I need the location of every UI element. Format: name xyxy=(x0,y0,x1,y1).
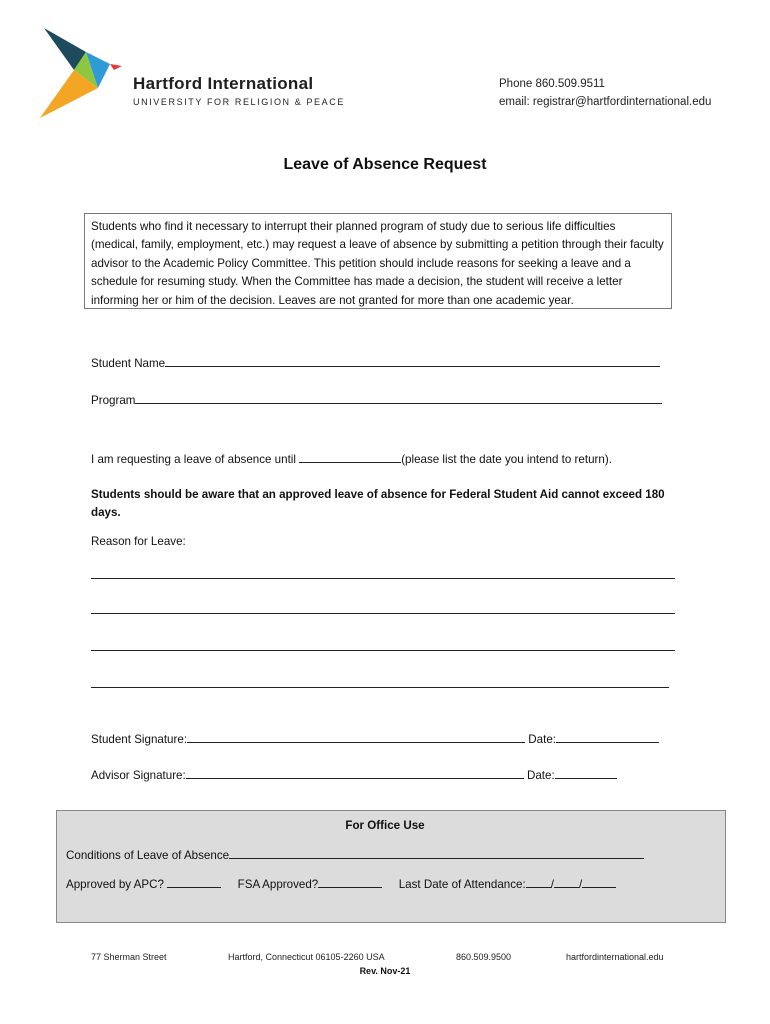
advisor-signature-label: Advisor Signature: xyxy=(91,769,186,782)
approved-apc-field[interactable] xyxy=(167,876,221,888)
advisor-date-label: Date: xyxy=(526,769,555,782)
reason-line-2[interactable] xyxy=(91,613,675,614)
student-signature-field[interactable] xyxy=(187,731,525,743)
program-row xyxy=(91,392,671,407)
contact-info xyxy=(499,75,711,111)
last-date-month-field[interactable] xyxy=(526,876,551,888)
student-date-label: Date: xyxy=(528,733,556,746)
footer-city: Hartford, Connecticut 06105-2260 USA xyxy=(228,952,385,962)
advisor-signature-row xyxy=(91,767,681,782)
program-field[interactable] xyxy=(135,392,662,404)
footer-website[interactable]: hartfordinternational.edu xyxy=(566,952,664,962)
conditions-row xyxy=(66,847,666,862)
fsa-approved-label: FSA Approved? xyxy=(237,878,319,891)
student-signature-label: Student Signature: xyxy=(91,733,188,746)
last-date-day-field[interactable] xyxy=(554,876,579,888)
contact-phone: Phone 860.509.9511 xyxy=(499,78,605,90)
student-date-field[interactable] xyxy=(556,731,659,743)
office-approvals-row xyxy=(66,876,706,891)
intro-text-box xyxy=(84,213,672,309)
university-name: Hartford International xyxy=(133,74,314,93)
date-slash-2: / xyxy=(578,878,583,891)
approved-apc-label: Approved by APC? xyxy=(66,878,164,891)
leave-until-prefix: I am requesting a leave of absence until xyxy=(91,453,296,466)
office-use-title: For Office Use xyxy=(345,819,425,832)
student-signature-row xyxy=(91,731,681,746)
footer-street: 77 Sherman Street xyxy=(91,952,167,962)
leave-until-row xyxy=(91,451,671,466)
student-name-label: Student Name xyxy=(91,357,166,370)
reason-line-1[interactable] xyxy=(91,578,675,579)
page-title: Leave of Absence Request xyxy=(283,156,487,173)
date-slash-1: / xyxy=(550,878,554,891)
return-date-field[interactable] xyxy=(299,451,401,463)
reason-line-3[interactable] xyxy=(91,650,675,651)
student-name-field[interactable] xyxy=(165,355,660,367)
revision-label: Rev. Nov-21 xyxy=(359,966,411,976)
reason-label: Reason for Leave: xyxy=(91,535,186,548)
federal-aid-note: Students should be aware that an approved leave of absence for Federal Student Aid cannot exceed 180 days. xyxy=(91,488,665,519)
conditions-field[interactable] xyxy=(229,847,644,859)
hartford-logo-bird-icon xyxy=(38,26,128,121)
advisor-date-field[interactable] xyxy=(555,767,617,779)
leave-until-suffix: (please list the date you intend to return). xyxy=(401,453,612,466)
footer-phone: 860.509.9500 xyxy=(456,952,512,962)
last-date-label: Last Date of Attendance: xyxy=(398,878,526,891)
conditions-label: Conditions of Leave of Absence xyxy=(66,849,230,862)
student-name-row xyxy=(91,355,671,370)
fsa-approved-field[interactable] xyxy=(318,876,382,888)
university-subtitle: UNIVERSITY FOR RELIGION & PEACE xyxy=(133,97,345,107)
last-date-year-field[interactable] xyxy=(582,876,616,888)
reason-line-4[interactable] xyxy=(91,687,669,688)
contact-email: email: registrar@hartfordinternational.edu xyxy=(499,96,712,108)
program-label: Program xyxy=(91,394,136,407)
intro-text: Students who find it necessary to interrupt their planned program of study due to serious life difficulties (medical, family, employment, etc.) may request a leave of absence by submitting a petition through their faculty advisor to the Academic Policy Committee. This petition should include reasons for seeking a leave and a schedule for resuming study. When the Committee has made a decision, the student will receive a letter informing her or him of the decision. Leaves are not granted for more than one academic year. xyxy=(91,220,664,307)
advisor-signature-field[interactable] xyxy=(186,767,524,779)
